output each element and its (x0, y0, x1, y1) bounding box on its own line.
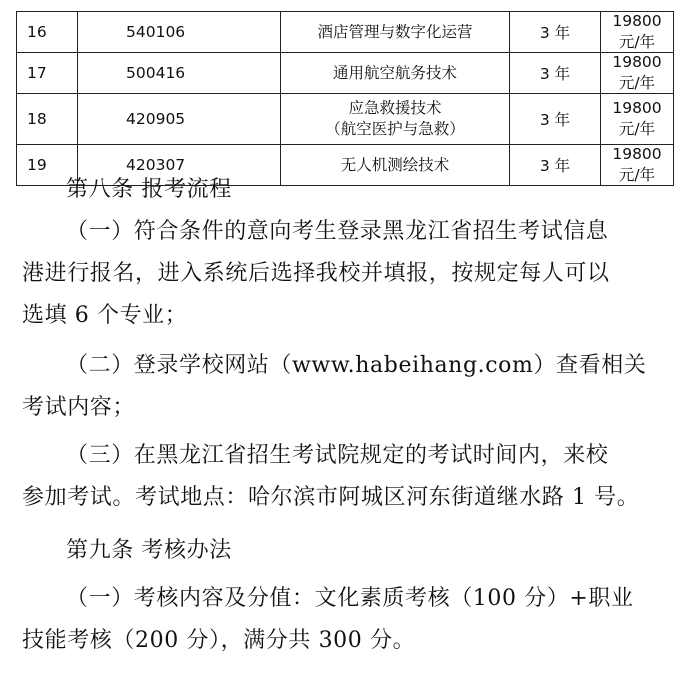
study-years: 3 年 (510, 53, 601, 94)
major-name (281, 94, 510, 145)
article-9-item-1-line: （一）考核内容及分值：文化素质考核（100 分）+职业 (66, 586, 634, 611)
study-years: 3 年 (510, 12, 601, 53)
article-8-item-1-line: （一）符合条件的意向考生登录黑龙江省招生考试信息 (66, 219, 609, 244)
major-code: 540106 (78, 12, 281, 53)
major-name-line: （航空医护与急救） (325, 120, 465, 138)
row-index: 17 (17, 53, 78, 94)
tuition-fee: 19800 元/年 (601, 145, 674, 186)
article-9-item-1-line: 技能考核（200 分），满分共 300 分。 (22, 628, 416, 653)
major-code: 420307 (78, 145, 281, 186)
major-code: 420905 (78, 94, 281, 145)
table-row (17, 12, 674, 53)
major-name-line: 应急救援技术 (348, 99, 442, 117)
article-8-item-3-line: （三）在黑龙江省招生考试院规定的考试时间内，来校 (66, 443, 609, 468)
article-8-item-2-line: 考试内容； (22, 395, 136, 420)
tuition-fee: 19800 元/年 (601, 94, 674, 145)
article-8-heading: 第八条 报考流程 (66, 177, 232, 202)
major-name: 酒店管理与数字化运营 (281, 12, 510, 53)
row-index: 18 (17, 94, 78, 145)
article-8-item-1-line: 选填 6 个专业； (22, 303, 188, 328)
article-9-section (22, 530, 672, 662)
article-8-item-1-line: 港进行报名，进入系统后选择我校并填报，按规定每人可以 (22, 261, 610, 286)
major-name: 无人机测绘技术 (281, 145, 510, 186)
article-8-item-2-line: （二）登录学校网站（www.habeihang.com）查看相关 (66, 353, 647, 378)
article-8-section (22, 169, 672, 519)
table-row (17, 53, 674, 94)
row-index: 16 (17, 12, 78, 53)
article-9-heading: 第九条 考核办法 (66, 538, 232, 563)
article-8-item-3-line: 参加考试。考试地点：哈尔滨市阿城区河东街道继水路 1 号。 (22, 485, 640, 510)
table-row (17, 94, 674, 145)
major-name: 通用航空航务技术 (281, 53, 510, 94)
row-index: 19 (17, 145, 78, 186)
tuition-fee: 19800 元/年 (601, 12, 674, 53)
major-code: 500416 (78, 53, 281, 94)
study-years: 3 年 (510, 94, 601, 145)
majors-table (16, 11, 674, 186)
study-years: 3 年 (510, 145, 601, 186)
tuition-fee: 19800 元/年 (601, 53, 674, 94)
